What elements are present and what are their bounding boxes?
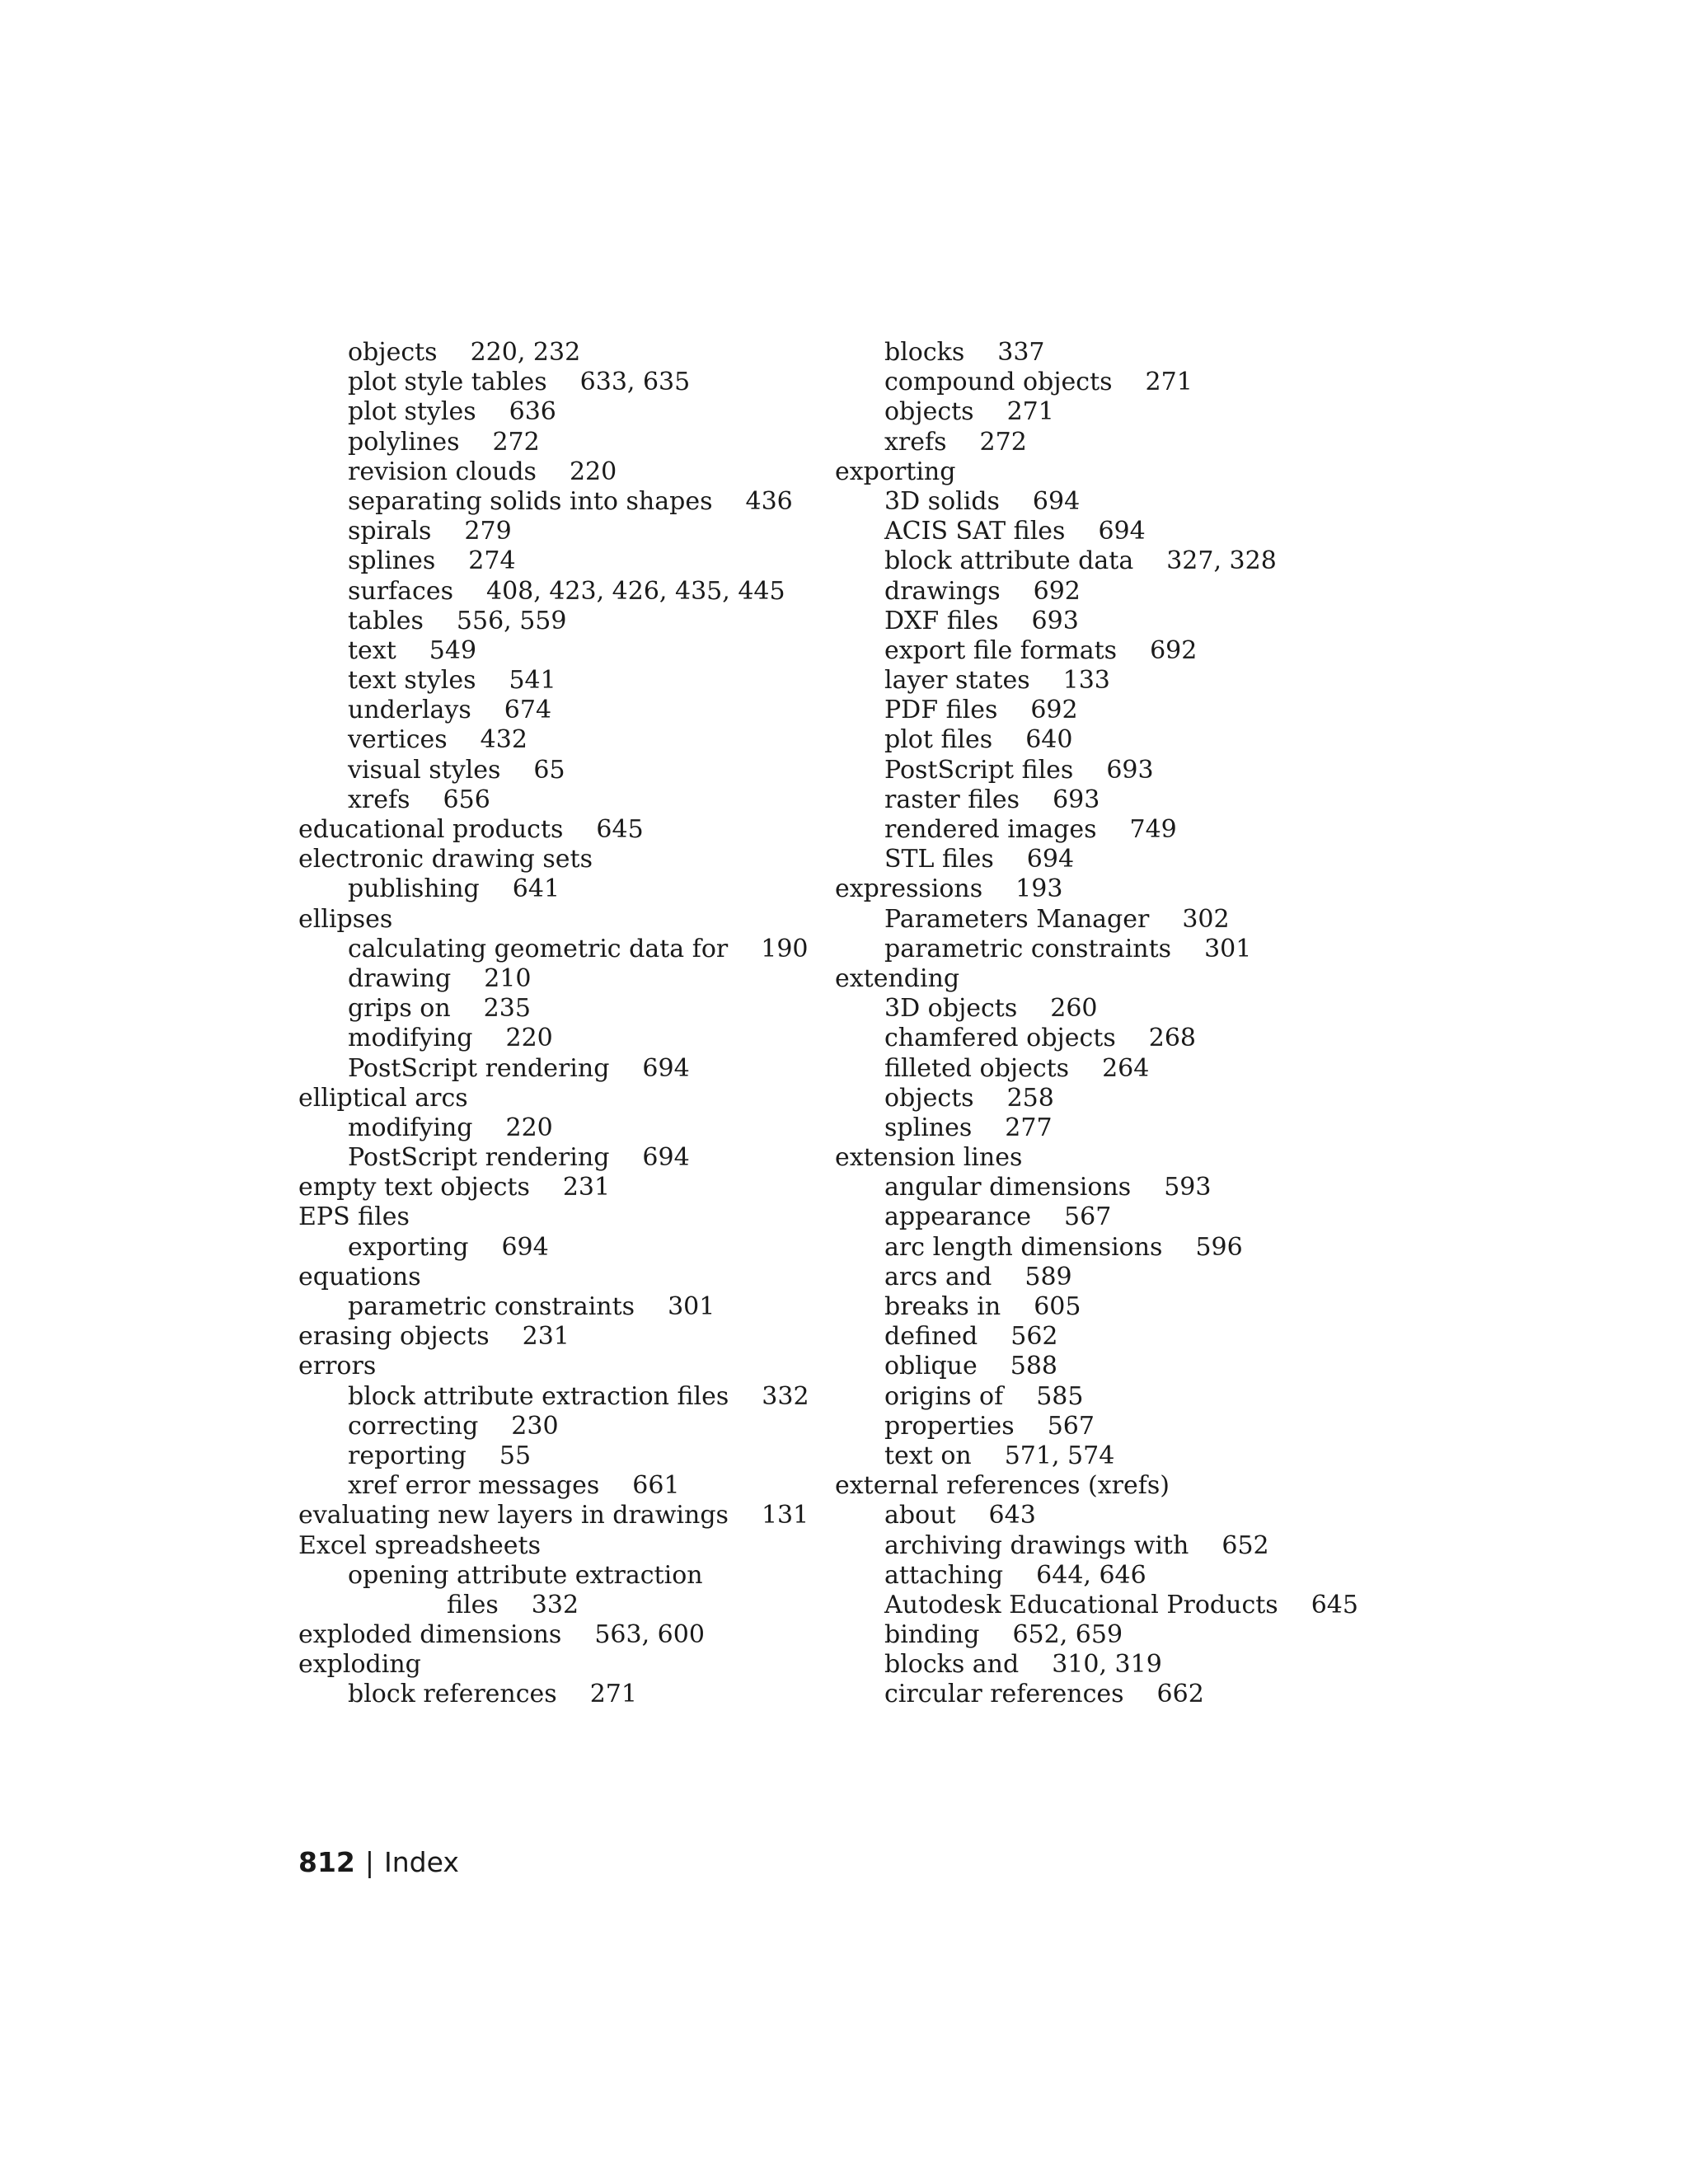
index-term: empty text objects	[298, 1173, 530, 1202]
index-page-refs: 271	[1145, 368, 1193, 397]
index-subentry	[298, 725, 809, 755]
index-subentry	[835, 1352, 1358, 1381]
index-subentry	[835, 1412, 1358, 1441]
index-page-refs: 541	[509, 666, 556, 696]
index-subentry	[298, 1292, 809, 1322]
index-subentry	[835, 1113, 1358, 1143]
index-term: rendered images	[884, 815, 1097, 844]
index-subentry	[298, 935, 809, 964]
index-term: breaks in	[884, 1292, 1001, 1321]
index-subentry	[835, 1531, 1358, 1561]
index-term: text styles	[348, 666, 476, 696]
index-term: xrefs	[884, 427, 947, 457]
index-subentry	[835, 428, 1358, 457]
index-page-refs: 645	[596, 815, 644, 844]
index-term: Excel spreadsheets	[298, 1530, 541, 1560]
index-term: raster files	[884, 785, 1020, 814]
index-term: arcs and	[884, 1262, 992, 1291]
index-page-refs: 694	[1098, 517, 1146, 546]
index-page-refs: 641	[512, 874, 560, 904]
index-subentry	[298, 1382, 809, 1412]
index-subentry	[298, 428, 809, 457]
index-page-refs: 55	[499, 1441, 532, 1470]
index-term: extension lines	[835, 1143, 1023, 1173]
index-page-refs: 588	[1010, 1352, 1057, 1381]
index-term: splines	[884, 1113, 973, 1142]
index-page-refs: 272	[979, 427, 1027, 457]
index-page-refs: 571, 574	[1004, 1441, 1115, 1470]
index-page-refs: 644, 646	[1036, 1560, 1146, 1590]
index-page-refs: 301	[668, 1292, 715, 1321]
index-term: ellipses	[298, 904, 393, 934]
index-subentry	[298, 1680, 809, 1709]
index-term: arc length dimensions	[884, 1232, 1163, 1262]
index-subentry	[298, 874, 809, 904]
index-subentry	[835, 1084, 1358, 1113]
index-page-refs: 231	[522, 1322, 570, 1352]
index-term: origins of	[884, 1381, 1004, 1411]
index-term: plot files	[884, 725, 993, 755]
index-page-refs: 268	[1148, 1024, 1196, 1053]
index-subentry	[835, 756, 1358, 785]
index-page-refs: 436	[745, 486, 793, 516]
index-term: modifying	[348, 1024, 473, 1053]
index-page-refs: 596	[1195, 1232, 1243, 1262]
index-term: plot style tables	[348, 368, 547, 397]
index-subentry	[298, 1441, 809, 1471]
index-subentry	[298, 1143, 809, 1173]
index-page-refs: 694	[642, 1143, 690, 1173]
index-page-refs: 645	[1311, 1590, 1358, 1619]
index-term: exporting	[348, 1232, 469, 1262]
index-page-refs: 549	[429, 635, 477, 665]
index-subentry	[298, 1113, 809, 1143]
index-subentry	[835, 1173, 1358, 1202]
index-page-refs: 692	[1033, 576, 1081, 606]
index-page-refs: 272	[492, 427, 540, 457]
index-page-refs: 332	[762, 1381, 809, 1411]
index-page-refs: 692	[1030, 696, 1078, 725]
index-entry	[298, 815, 809, 845]
index-entry	[835, 1471, 1358, 1501]
index-term: block attribute data	[884, 546, 1134, 576]
index-page-refs: 694	[642, 1053, 690, 1083]
index-page-refs: 694	[1026, 845, 1075, 874]
index-page-refs: 432	[480, 725, 528, 755]
index-page-refs: 220	[505, 1024, 553, 1053]
index-page-refs: 210	[484, 963, 532, 993]
index-term: drawing	[348, 963, 452, 993]
index-term: reporting	[348, 1441, 467, 1470]
index-page-refs: 693	[1031, 606, 1079, 635]
index-term: parametric constraints	[348, 1292, 635, 1321]
index-term: 3D objects	[884, 994, 1018, 1024]
index-subentry	[835, 1441, 1358, 1471]
index-subentry	[298, 636, 809, 666]
index-term: objects	[884, 397, 974, 427]
index-page-refs: 302	[1182, 904, 1230, 934]
index-subentry	[835, 1382, 1358, 1412]
index-entry	[298, 1173, 809, 1202]
index-term: tables	[348, 606, 424, 635]
index-subentry	[298, 397, 809, 427]
index-subentry	[298, 1233, 809, 1263]
index-term: PDF files	[884, 696, 998, 725]
index-entry	[298, 1501, 809, 1530]
index-term: blocks and	[884, 1650, 1020, 1680]
index-term: text	[348, 635, 396, 665]
index-subentry	[835, 368, 1358, 397]
index-page-refs: 258	[1006, 1083, 1054, 1113]
index-term: evaluating new layers in drawings	[298, 1501, 729, 1530]
index-term: surfaces	[348, 576, 453, 606]
index-page-refs: 633, 635	[579, 368, 691, 397]
index-entry	[298, 1084, 809, 1113]
index-page-refs: 656	[443, 785, 490, 814]
index-term: appearance	[884, 1202, 1032, 1232]
index-subentry	[298, 1412, 809, 1441]
index-subentry	[298, 964, 809, 994]
index-term: equations	[298, 1262, 421, 1291]
index-subentry	[835, 607, 1358, 636]
index-entry	[298, 1531, 809, 1561]
index-subentry	[835, 1561, 1358, 1591]
index-term: drawings	[884, 576, 1001, 606]
index-subentry	[835, 1054, 1358, 1084]
index-page-refs: 636	[509, 397, 556, 427]
index-subentry	[835, 815, 1358, 845]
index-subentry	[835, 935, 1358, 964]
index-subentry	[835, 785, 1358, 815]
index-page-refs: 131	[761, 1501, 809, 1530]
index-page-refs: 692	[1150, 635, 1198, 665]
index-page-refs: 271	[1006, 397, 1054, 427]
index-subentry	[298, 785, 809, 815]
index-subentry	[835, 1202, 1358, 1232]
index-subentry	[835, 1650, 1358, 1680]
index-subentry	[298, 1591, 809, 1620]
index-page-refs: 230	[511, 1411, 559, 1441]
index-subentry	[298, 1471, 809, 1501]
index-subentry	[835, 636, 1358, 666]
index-term: PostScript rendering	[348, 1143, 610, 1173]
index-entry	[298, 1650, 809, 1680]
index-term: xrefs	[348, 785, 410, 814]
index-column-right	[835, 338, 1358, 1710]
index-term: PostScript rendering	[348, 1053, 610, 1083]
index-page-refs: 332	[531, 1590, 579, 1619]
index-page-refs: 589	[1025, 1262, 1072, 1291]
index-page-refs: 271	[589, 1680, 637, 1709]
index-entry	[298, 1202, 809, 1232]
index-entry	[298, 1263, 809, 1292]
index-entry	[298, 845, 809, 874]
index-term: extending	[835, 963, 960, 993]
index-term: visual styles	[348, 755, 501, 785]
index-entry	[835, 1143, 1358, 1173]
index-term: erasing objects	[298, 1322, 490, 1352]
index-term: EPS files	[298, 1202, 410, 1232]
index-page-refs: 556, 559	[456, 606, 567, 635]
index-page-refs: 220	[505, 1113, 553, 1142]
index-subentry	[298, 756, 809, 785]
index-subentry	[298, 457, 809, 487]
index-term: angular dimensions	[884, 1173, 1132, 1202]
index-term: errors	[298, 1352, 377, 1381]
index-page-refs: 220, 232	[470, 338, 581, 367]
index-subentry	[298, 607, 809, 636]
index-page-refs: 567	[1047, 1411, 1095, 1441]
index-term: objects	[348, 338, 438, 367]
index-subentry	[298, 577, 809, 607]
index-term: revision clouds	[348, 457, 537, 486]
index-page-refs: 640	[1025, 725, 1073, 755]
index-subentry	[835, 1233, 1358, 1263]
page-number: 812	[298, 1846, 355, 1878]
index-page-refs: 274	[468, 546, 516, 576]
index-term: block references	[348, 1680, 557, 1709]
index-page-refs: 674	[504, 696, 552, 725]
index-subentry	[835, 905, 1358, 935]
index-subentry	[298, 666, 809, 696]
index-page-refs: 662	[1156, 1680, 1204, 1709]
index-term: grips on	[348, 994, 451, 1024]
index-term: parametric constraints	[884, 934, 1172, 963]
index-page-refs: 567	[1064, 1202, 1112, 1232]
index-term: oblique	[884, 1352, 978, 1381]
index-entry	[298, 905, 809, 935]
index-subentry	[835, 1024, 1358, 1053]
index-page-refs: 301	[1204, 934, 1252, 963]
index-subentry	[298, 1024, 809, 1053]
index-subentry	[835, 1591, 1358, 1620]
index-term: blocks	[884, 338, 965, 367]
index-entry	[835, 964, 1358, 994]
index-term: opening attribute extraction	[348, 1560, 703, 1590]
index-page-refs: 408, 423, 426, 435, 445	[486, 576, 785, 606]
index-subentry	[835, 1292, 1358, 1322]
index-term: elliptical arcs	[298, 1083, 468, 1113]
index-subentry	[835, 338, 1358, 368]
index-page-refs: 585	[1036, 1381, 1084, 1411]
index-page-refs: 193	[1015, 874, 1063, 904]
index-term: splines	[348, 546, 436, 576]
index-term: polylines	[348, 427, 460, 457]
index-term: calculating geometric data for	[348, 934, 729, 963]
index-term: xref error messages	[348, 1471, 600, 1501]
index-subentry	[835, 666, 1358, 696]
index-term: attaching	[884, 1560, 1004, 1590]
index-term: DXF files	[884, 606, 999, 635]
index-term: publishing	[348, 874, 480, 904]
index-page-refs: 220	[569, 457, 617, 486]
index-page-refs: 337	[997, 338, 1045, 367]
index-subentry	[298, 994, 809, 1024]
index-subentry	[298, 487, 809, 517]
index-term: block attribute extraction files	[348, 1381, 729, 1411]
index-page-refs: 643	[988, 1501, 1036, 1530]
index-page-refs: 593	[1164, 1173, 1212, 1202]
index-subentry	[298, 338, 809, 368]
index-page-refs: 694	[1032, 486, 1081, 516]
index-page-refs: 279	[464, 517, 512, 546]
index-page-refs: 65	[533, 755, 565, 785]
index-term: vertices	[348, 725, 448, 755]
index-term: layer states	[884, 666, 1030, 696]
index-page-refs: 694	[501, 1232, 549, 1262]
index-term: spirals	[348, 517, 432, 546]
index-page-refs: 605	[1034, 1292, 1081, 1321]
index-page-refs: 652	[1221, 1530, 1269, 1560]
section-name: Index	[384, 1846, 459, 1878]
index-term: PostScript files	[884, 755, 1074, 785]
index-term: text on	[884, 1441, 972, 1470]
index-subentry	[835, 577, 1358, 607]
footer-separator: |	[364, 1846, 375, 1878]
index-page-refs: 264	[1102, 1053, 1150, 1083]
index-term: exporting	[835, 457, 956, 486]
index-term: export file formats	[884, 635, 1118, 665]
index-subentry	[298, 696, 809, 725]
index-subentry	[835, 1322, 1358, 1352]
index-subentry	[835, 1501, 1358, 1530]
index-term: expressions	[835, 874, 983, 904]
index-subentry	[835, 546, 1358, 576]
index-subentry	[835, 517, 1358, 546]
index-subentry	[298, 1561, 809, 1591]
index-subentry	[835, 1680, 1358, 1709]
index-page-refs: 277	[1005, 1113, 1053, 1142]
index-page-refs: 231	[562, 1173, 611, 1202]
index-term: objects	[884, 1083, 974, 1113]
index-term: correcting	[348, 1411, 479, 1441]
index-term: about	[884, 1501, 956, 1530]
index-term: binding	[884, 1620, 980, 1650]
index-page-refs: 562	[1010, 1322, 1058, 1352]
index-term: separating solids into shapes	[348, 486, 713, 516]
index-term: defined	[884, 1322, 978, 1352]
index-term: Parameters Manager	[884, 904, 1150, 934]
index-subentry	[835, 725, 1358, 755]
index-term: circular references	[884, 1680, 1124, 1709]
index-page-refs: 235	[483, 994, 531, 1024]
index-page-refs: 693	[1053, 785, 1100, 814]
index-term: properties	[884, 1411, 1015, 1441]
page-footer	[298, 1846, 459, 1879]
index-page-refs: 133	[1062, 666, 1110, 696]
index-term: exploding	[298, 1650, 421, 1680]
index-page-refs: 563, 600	[594, 1620, 705, 1650]
index-subentry	[298, 1054, 809, 1084]
index-entry	[835, 874, 1358, 904]
index-term: exploded dimensions	[298, 1620, 562, 1650]
index-term: archiving drawings with	[884, 1530, 1189, 1560]
index-column-left	[298, 338, 809, 1710]
index-subentry	[835, 845, 1358, 874]
index-subentry	[298, 517, 809, 546]
index-entry	[298, 1620, 809, 1650]
index-term: filleted objects	[884, 1053, 1070, 1083]
index-subentry	[835, 994, 1358, 1024]
index-term: plot styles	[348, 397, 476, 427]
index-term: modifying	[348, 1113, 473, 1142]
index-page-refs: 749	[1129, 815, 1177, 844]
index-entry	[835, 457, 1358, 487]
index-entry	[298, 1352, 809, 1381]
index-term: chamfered objects	[884, 1024, 1116, 1053]
index-page-refs: 652, 659	[1012, 1620, 1123, 1650]
index-entry	[298, 1322, 809, 1352]
index-term: compound objects	[884, 368, 1113, 397]
index-term: underlays	[348, 696, 471, 725]
index-page-refs: 327, 328	[1166, 546, 1277, 576]
index-term: external references (xrefs)	[835, 1471, 1170, 1501]
index-page-refs: 661	[632, 1471, 680, 1501]
index-page-refs: 693	[1106, 755, 1154, 785]
index-page-refs: 310, 319	[1052, 1650, 1162, 1680]
index-subentry	[835, 397, 1358, 427]
index-page-refs: 260	[1050, 994, 1098, 1024]
index-term: 3D solids	[884, 486, 1000, 516]
index-term: Autodesk Educational Products	[884, 1590, 1278, 1619]
index-term: STL files	[884, 845, 994, 874]
index-subentry	[835, 487, 1358, 517]
index-page-refs: 190	[761, 934, 809, 963]
index-subentry	[835, 696, 1358, 725]
index-subentry	[835, 1620, 1358, 1650]
index-term: electronic drawing sets	[298, 845, 593, 874]
index-term: educational products	[298, 815, 564, 844]
index-term: ACIS SAT files	[884, 517, 1066, 546]
index-subentry	[298, 368, 809, 397]
index-subentry	[835, 1263, 1358, 1292]
index-term: files	[447, 1590, 499, 1619]
index-subentry	[298, 546, 809, 576]
